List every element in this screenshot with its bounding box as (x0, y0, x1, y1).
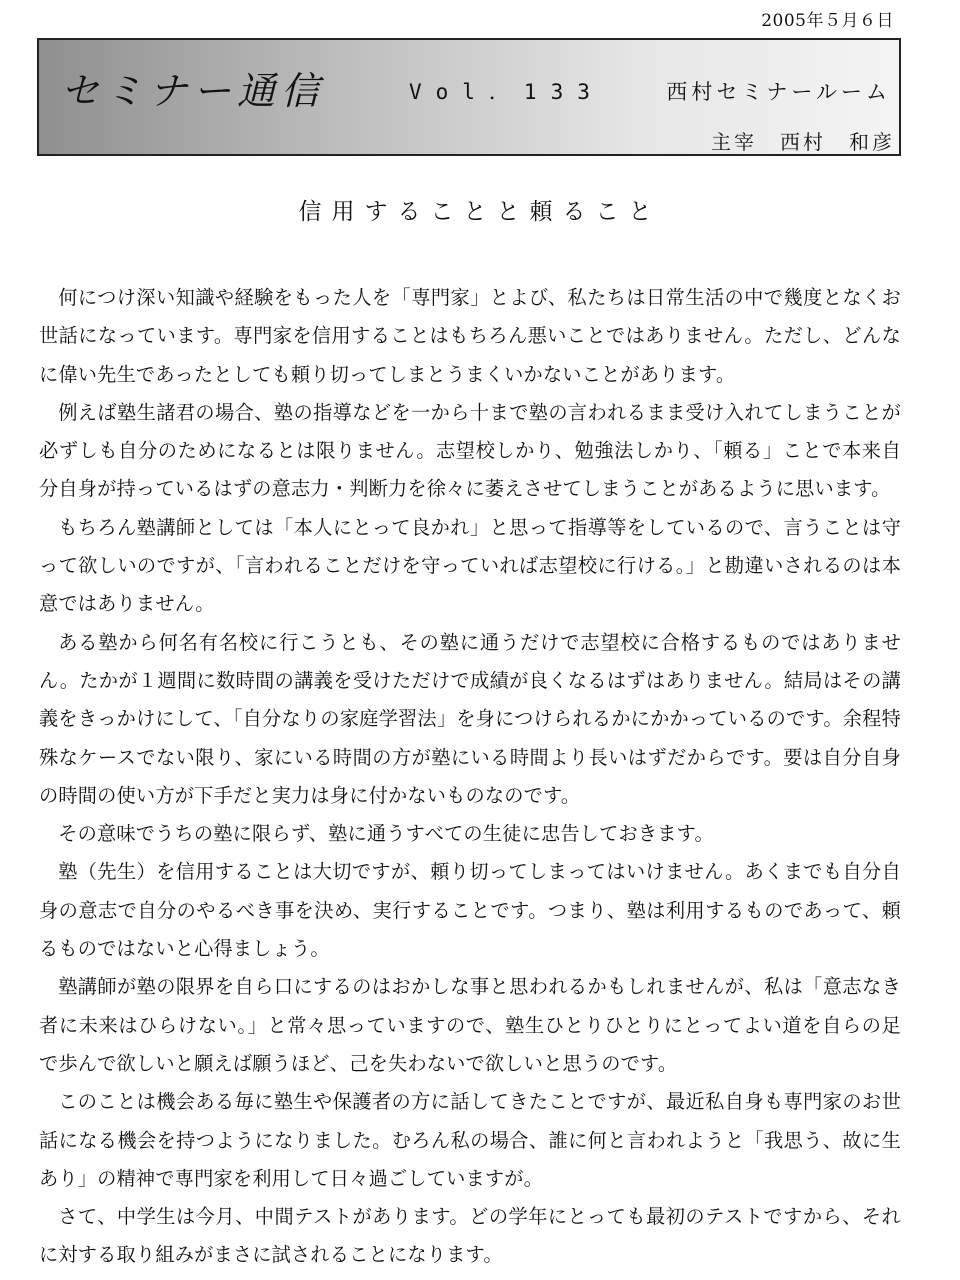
issue-date: 2005年５月６日 (761, 11, 894, 31)
paragraph: 何につけ深い知識や経験をもった人を「専門家」とよび、私たちは日常生活の中で幾度となくお世話になっています。専門家を信用することはもちろん悪いことではありません。ただし、どんなに偉い先生であったとしても頼り切ってしまとうまくいかないことがあります。 (39, 286, 901, 386)
paragraph: さて、中学生は今月、中間テストがあります。どの学年にとっても最初のテストですから、それに対する取り組みがまさに試されることになります。 (39, 1205, 901, 1267)
article-body (39, 279, 901, 1275)
volume-number: Vol．133 (409, 80, 604, 104)
paragraph: ある塾から何名有名校に行こうとも、その塾に通うだけで志望校に合格するものではありません。たかが１週間に数時間の講義を受けただけで成績が良くなるはずはありません。結局はその講義をきっかけにして、「自分なりの家庭学習法」を身につけられるかにかかっているのです。余程特殊なケースでない限り、家にいる時間の方が塾にいる時間より長いはずだからです。要は自分自身の時間の使い方が下手だと実力は身に付かないものなのです。 (39, 630, 901, 807)
paragraph: 塾講師が塾の限界を自ら口にするのはおかしな事と思われるかもしれませんが、私は「意志なき者に未来はひらけない。」と常々思っていますので、塾生ひとりひとりにとってよい道を自らの足で歩んで欲しいと願えば願うほど、己を失わないで欲しいと思うのです。 (39, 975, 901, 1075)
article-title: 信用することと頼ること (298, 199, 662, 225)
newsletter-title: セミナー通信 (61, 69, 326, 113)
paragraph: このことは機会ある毎に塾生や保護者の方に話してきたことですが、最近私自身も専門家のお世話になる機会を持つようになりました。むろん私の場合、誰に何と言われようと「我思う、故に生あり」の精神で専門家を利用して日々過ごしていますが。 (39, 1090, 901, 1190)
paragraph: 例えば塾生諸君の場合、塾の指導などを一から十まで塾の言われるまま受け入れてしまうことが必ずしも自分のためになるとは限りません。志望校しかり、勉強法しかり、「頼る」ことで本来自分自身が持っているはずの意志力・判断力を徐々に萎えさせてしまうことがあるように思います。 (39, 400, 901, 501)
organization-name: 西村セミナールーム (666, 80, 891, 104)
paragraph: 塾（先生）を信用することは大切ですが、頼り切ってしまってはいけません。あくまでも自分自身の意志で自分のやるべき事を決め、実行することです。つまり、塾は利用するものであって、頼るものではないと心得ましょう。 (39, 860, 901, 961)
host-name: 主宰 西村 和彦 (711, 130, 895, 154)
paragraph: その意味でうちの塾に限らず、塾に通うすべての生徒に忠告しておきます。 (58, 822, 714, 846)
newsletter-header (37, 38, 901, 156)
paragraph: もちろん塾講師としては「本人にとって良かれ」と思って指導等をしているので、言うことは守って欲しいのですが、「言われることだけを守っていれば志望校に行ける。」と勘違いされるのは本意ではありません。 (39, 515, 901, 616)
